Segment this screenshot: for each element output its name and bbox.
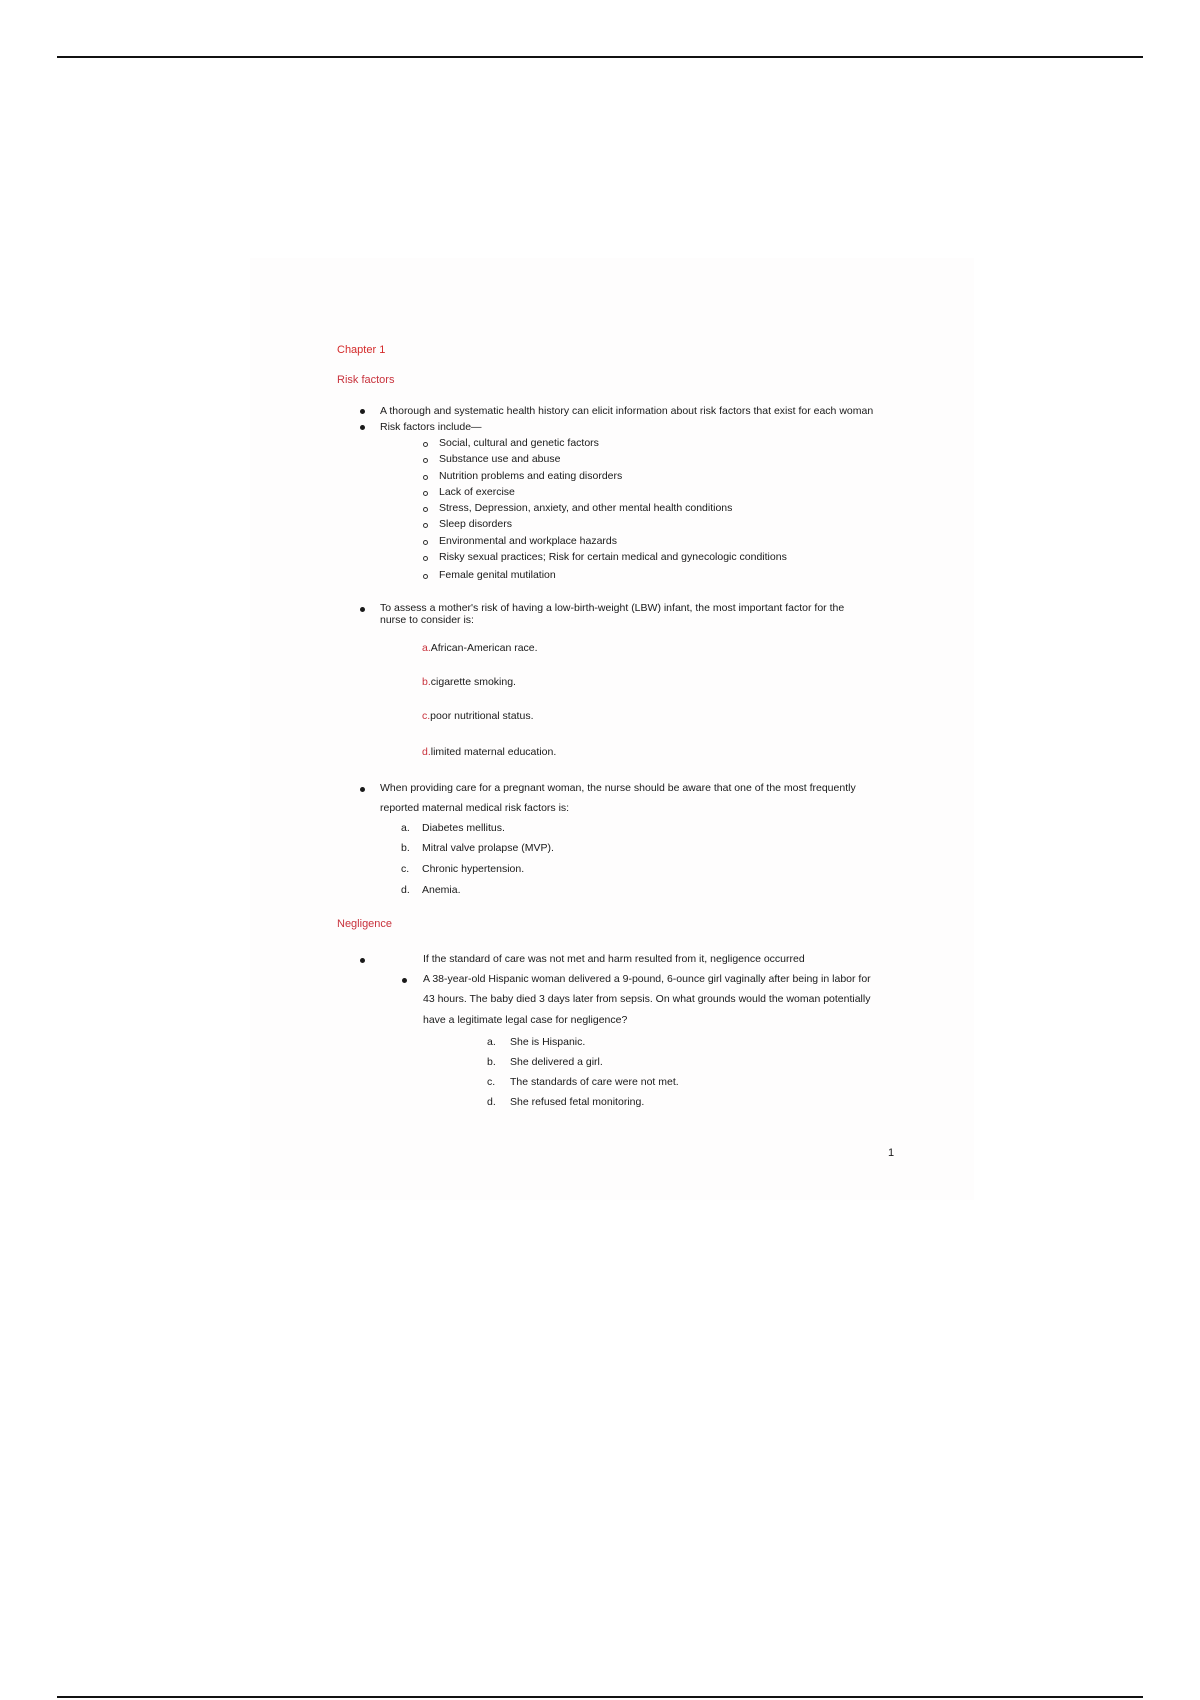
option-text: limited maternal education. (430, 746, 557, 758)
answer-option (422, 710, 533, 723)
sub-bullet-circle (423, 475, 428, 480)
question-text: 43 hours. The baby died 3 days later from sepsis. On what grounds would the woman potentially (423, 993, 871, 1005)
question-text: nurse to consider is: (380, 614, 474, 626)
bullet-dot (360, 787, 365, 792)
sub-bullet-circle (423, 491, 428, 496)
bullet-dot (360, 958, 365, 963)
answer-letter: d. (401, 884, 410, 896)
sub-item: Sleep disorders (439, 518, 512, 530)
answer-letter: c. (487, 1076, 496, 1088)
question-text: To assess a mother's risk of having a low-birth-weight (LBW) infant, the most important factor for the (380, 602, 845, 614)
answer-letter: d. (487, 1096, 496, 1108)
bottom-rule (57, 1696, 1143, 1698)
answer-text: Mitral valve prolapse (MVP). (422, 842, 554, 854)
sub-bullet-circle (423, 540, 428, 545)
sub-bullet-circle (423, 458, 428, 463)
answer-text: She refused fetal monitoring. (510, 1096, 645, 1108)
sub-item: Lack of exercise (439, 486, 515, 498)
bullet-dot (360, 425, 365, 430)
answer-letter: c. (401, 863, 410, 875)
answer-letter: a. (487, 1036, 496, 1048)
option-text: poor nutritional status. (430, 710, 534, 722)
bullet-text: A thorough and systematic health history can elicit information about risk factors that exist for each woman (380, 405, 874, 417)
sub-bullet-circle (423, 507, 428, 512)
option-letter: a. (422, 642, 431, 654)
option-text: cigarette smoking. (430, 676, 516, 688)
section-heading-risk-factors: Risk factors (337, 374, 395, 386)
option-text: African-American race. (430, 642, 538, 654)
top-rule (57, 56, 1143, 58)
section-heading-negligence: Negligence (337, 918, 393, 930)
question-text: have a legitimate legal case for negligence? (423, 1014, 628, 1026)
answer-option (422, 676, 516, 689)
answer-text: Chronic hypertension. (422, 863, 525, 875)
statement-text: If the standard of care was not met and harm resulted from it, negligence occurred (423, 953, 805, 965)
sub-bullet-circle (423, 574, 428, 579)
answer-letter: b. (487, 1056, 496, 1068)
answer-option (422, 642, 538, 655)
question-text: When providing care for a pregnant woman, the nurse should be aware that one of the most frequently (380, 782, 856, 794)
sub-item: Environmental and workplace hazards (439, 535, 618, 547)
bullet-dot (402, 978, 407, 983)
bullet-text: Risk factors include— (380, 421, 482, 433)
answer-text: The standards of care were not met. (510, 1076, 679, 1088)
answer-letter: a. (401, 822, 410, 834)
sub-bullet-circle (423, 556, 428, 561)
question-text: A 38-year-old Hispanic woman delivered a 9-pound, 6-ounce girl vaginally after being in labor for (423, 973, 871, 985)
sub-item: Nutrition problems and eating disorders (439, 470, 623, 482)
bullet-dot (360, 409, 365, 414)
answer-text: Anemia. (422, 884, 461, 896)
answer-letter: b. (401, 842, 410, 854)
sub-item: Risky sexual practices; Risk for certain medical and gynecologic conditions (439, 551, 787, 563)
option-letter: c. (422, 710, 431, 722)
bullet-dot (360, 607, 365, 612)
option-letter: b. (422, 676, 431, 688)
sub-item: Social, cultural and genetic factors (439, 437, 599, 449)
answer-text: She delivered a girl. (510, 1056, 603, 1068)
sub-item: Stress, Depression, anxiety, and other mental health conditions (439, 502, 733, 514)
question-text: reported maternal medical risk factors is: (380, 802, 570, 814)
sub-item: Female genital mutilation (439, 569, 556, 581)
answer-text: Diabetes mellitus. (422, 822, 505, 834)
sub-item: Substance use and abuse (439, 453, 561, 465)
answer-option (422, 746, 556, 759)
chapter-title: Chapter 1 (337, 344, 386, 356)
sub-bullet-circle (423, 523, 428, 528)
answer-text: She is Hispanic. (510, 1036, 586, 1048)
sub-bullet-circle (423, 442, 428, 447)
option-letter: d. (422, 746, 431, 758)
document-page (250, 258, 974, 1200)
page-number: 1 (888, 1147, 895, 1159)
